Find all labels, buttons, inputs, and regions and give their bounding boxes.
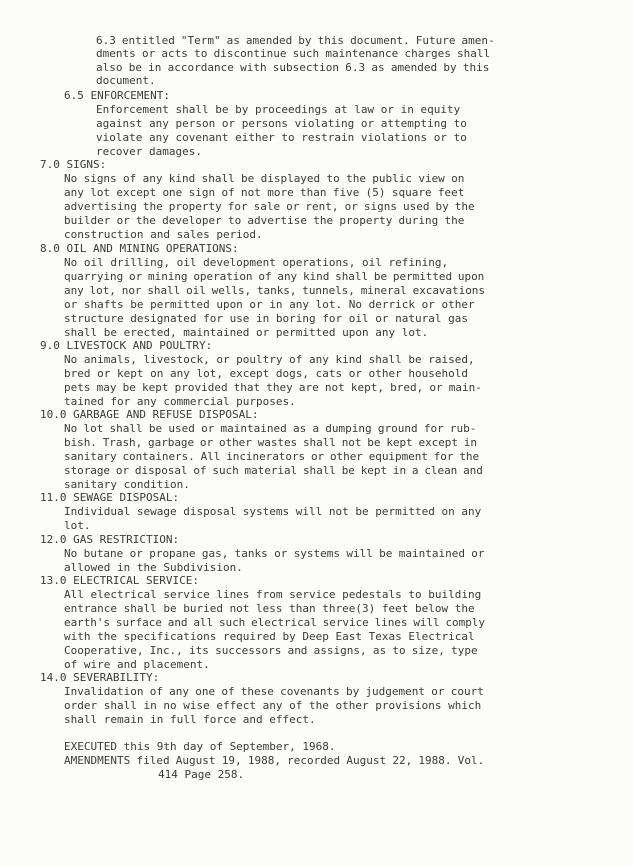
section-line: Cooperative, Inc., its successors and assigns, as to size, type	[64, 644, 478, 657]
section-line: of wire and placement.	[64, 658, 210, 671]
section-line: sanitary condition.	[64, 478, 190, 491]
section-line: No signs of any kind shall be displayed to the public view on	[64, 172, 465, 185]
amendments-line-continued: 414 Page 258.	[158, 768, 245, 781]
section-heading-11: 11.0 SEWAGE DISPOSAL:	[40, 491, 180, 504]
section-line: No animals, livestock, or poultry of any kind shall be raised,	[64, 353, 475, 366]
section-line: No butane or propane gas, tanks or systems will be maintained or	[64, 547, 485, 560]
section-line: Enforcement shall be by proceedings at law or in equity	[96, 103, 461, 116]
section-line: any lot except one sign of not more than five (5) square feet	[64, 186, 465, 199]
section-line: quarrying or mining operation of any kind shall be permitted upon	[64, 270, 485, 283]
section-line: pets may be kept provided that they are not kept, bred, or main-	[64, 381, 482, 394]
section-line: lot.	[64, 519, 91, 532]
section-line: recover damages.	[96, 145, 202, 158]
section-line: allowed in the Subdivision.	[64, 561, 243, 574]
section-line: or shafts be permitted upon or in any lot. No derrick or other	[64, 298, 475, 311]
section-line: sanitary containers. All incinerators or other equipment for the	[64, 450, 480, 463]
amendments-line: AMENDMENTS filed August 19, 1988, recorded August 22, 1988. Vol.	[64, 754, 485, 767]
section-line: bred or kept on any lot, except dogs, cats or other household	[64, 367, 468, 380]
continuation-line: also be in accordance with subsection 6.3 as amended by this	[96, 61, 490, 74]
section-heading-6-5: 6.5 ENFORCEMENT:	[64, 89, 170, 102]
section-line: shall be erected, maintained or permitted upon any lot.	[64, 326, 429, 339]
continuation-line: 6.3 entitled "Term" as amended by this document. Future amen-	[96, 34, 495, 47]
section-heading-10: 10.0 GARBAGE AND REFUSE DISPOSAL:	[40, 408, 259, 421]
executed-line: EXECUTED this 9th day of September, 1968.	[64, 740, 336, 753]
section-line: construction and sales period.	[64, 228, 263, 241]
section-line: tained for any commercial purposes.	[64, 395, 296, 408]
section-line: any lot, nor shall oil wells, tanks, tunnels, mineral excavations	[64, 284, 485, 297]
section-line: bish. Trash, garbage or other wastes shall not be kept except in	[64, 436, 477, 449]
section-line: violate any covenant either to restrain violations or to	[96, 131, 467, 144]
section-line: No lot shall be used or maintained as a dumping ground for rub-	[64, 422, 477, 435]
section-line: order shall in no wise effect any of the other provisions which	[64, 699, 482, 712]
section-heading-12: 12.0 GAS RESTRICTION:	[40, 533, 180, 546]
section-line: storage or disposal of such material shall be kept in a clean and	[64, 464, 483, 477]
section-heading-9: 9.0 LIVESTOCK AND POULTRY:	[40, 339, 213, 352]
section-heading-14: 14.0 SEVERABILITY:	[40, 671, 160, 684]
section-line: No oil drilling, oil development operations, oil refining,	[64, 256, 449, 269]
section-line: Individual sewage disposal systems will not be permitted on any	[64, 505, 482, 518]
section-line: against any person or persons violating or attempting to	[96, 117, 467, 130]
section-line: shall remain in full force and effect.	[64, 713, 316, 726]
section-line: with the specifications required by Deep East Texas Electrical	[64, 630, 475, 643]
section-line: entrance shall be buried not less than three(3) feet below the	[64, 602, 475, 615]
section-heading-13: 13.0 ELECTRICAL SERVICE:	[40, 574, 199, 587]
continuation-line: dments or acts to discontinue such maintenance charges shall	[96, 47, 491, 60]
section-line: builder or the developer to advertise the property during the	[64, 214, 465, 227]
continuation-line: document.	[96, 74, 156, 87]
section-heading-7: 7.0 SIGNS:	[40, 158, 107, 171]
section-line: All electrical service lines from service pedestals to building	[64, 588, 482, 601]
section-line: earth's surface and all such electrical service lines will comply	[64, 616, 485, 629]
section-line: Invalidation of any one of these covenants by judgement or court	[64, 685, 484, 698]
section-heading-8: 8.0 OIL AND MINING OPERATIONS:	[40, 242, 239, 255]
section-line: advertising the property for sale or rent, or signs used by the	[64, 200, 475, 213]
section-line: structure designated for use in boring for oil or natural gas	[64, 312, 468, 325]
